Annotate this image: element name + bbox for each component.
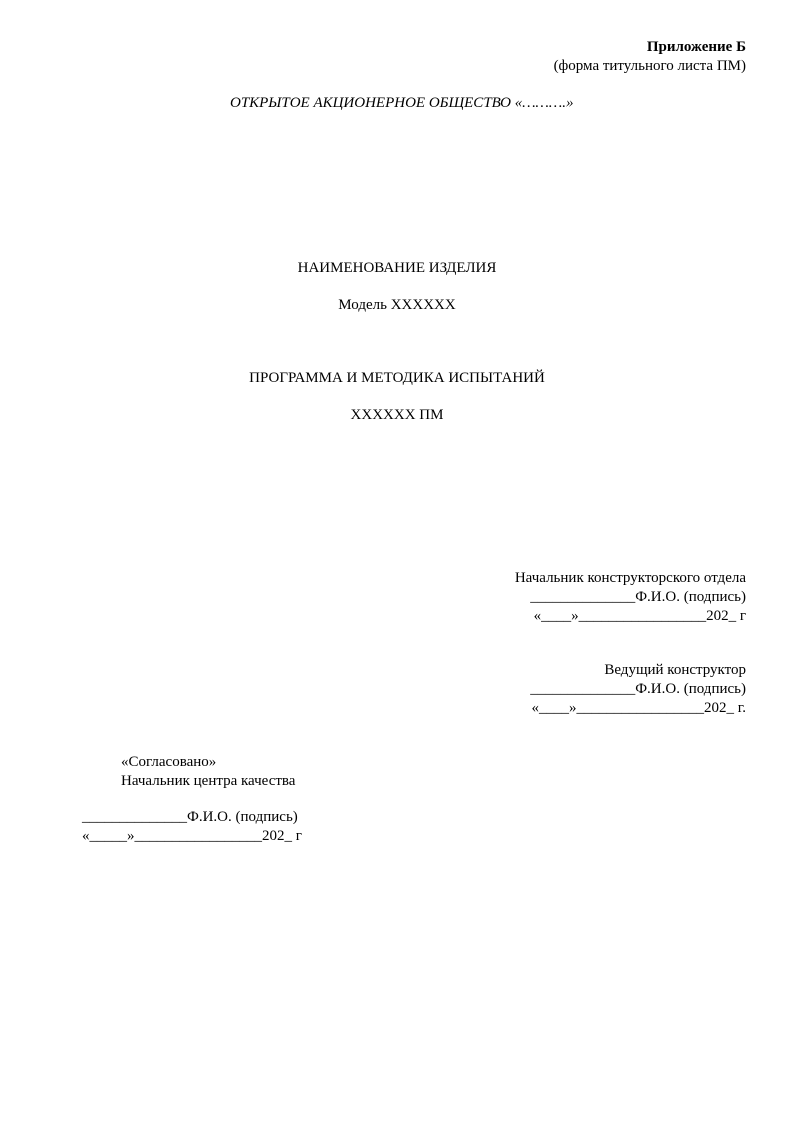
chief-designer-signature-line: ______________Ф.И.О. (подпись) xyxy=(530,589,746,605)
company-name: ОТКРЫТОЕ АКЦИОНЕРНОЕ ОБЩЕСТВО «……….» xyxy=(230,95,574,111)
approval-label: «Согласовано» xyxy=(121,754,217,770)
chief-designer-date-line: «____»_________________202_ г xyxy=(533,608,746,624)
approval-date-line: «_____»_________________202_ г xyxy=(82,828,302,844)
model-name: Модель ХХХХХХ xyxy=(338,297,456,313)
approval-position: Начальник центра качества xyxy=(121,773,296,789)
appendix-title: Приложение Б xyxy=(646,39,746,55)
document-title: ПРОГРАММА И МЕТОДИКА ИСПЫТАНИЙ xyxy=(249,370,545,386)
appendix-subtitle: (форма титульного листа ПМ) xyxy=(553,58,746,74)
product-name: НАИМЕНОВАНИЕ ИЗДЕЛИЯ xyxy=(297,260,497,276)
chief-designer-position: Начальник конструкторского отдела xyxy=(514,570,746,586)
approval-signature-line: ______________Ф.И.О. (подпись) xyxy=(82,809,298,825)
lead-designer-signature-line: ______________Ф.И.О. (подпись) xyxy=(530,681,746,697)
lead-designer-position: Ведущий конструктор xyxy=(604,662,746,678)
lead-designer-date-line: «____»_________________202_ г. xyxy=(531,700,746,716)
document-code: ХХХХХХ ПМ xyxy=(350,407,444,423)
